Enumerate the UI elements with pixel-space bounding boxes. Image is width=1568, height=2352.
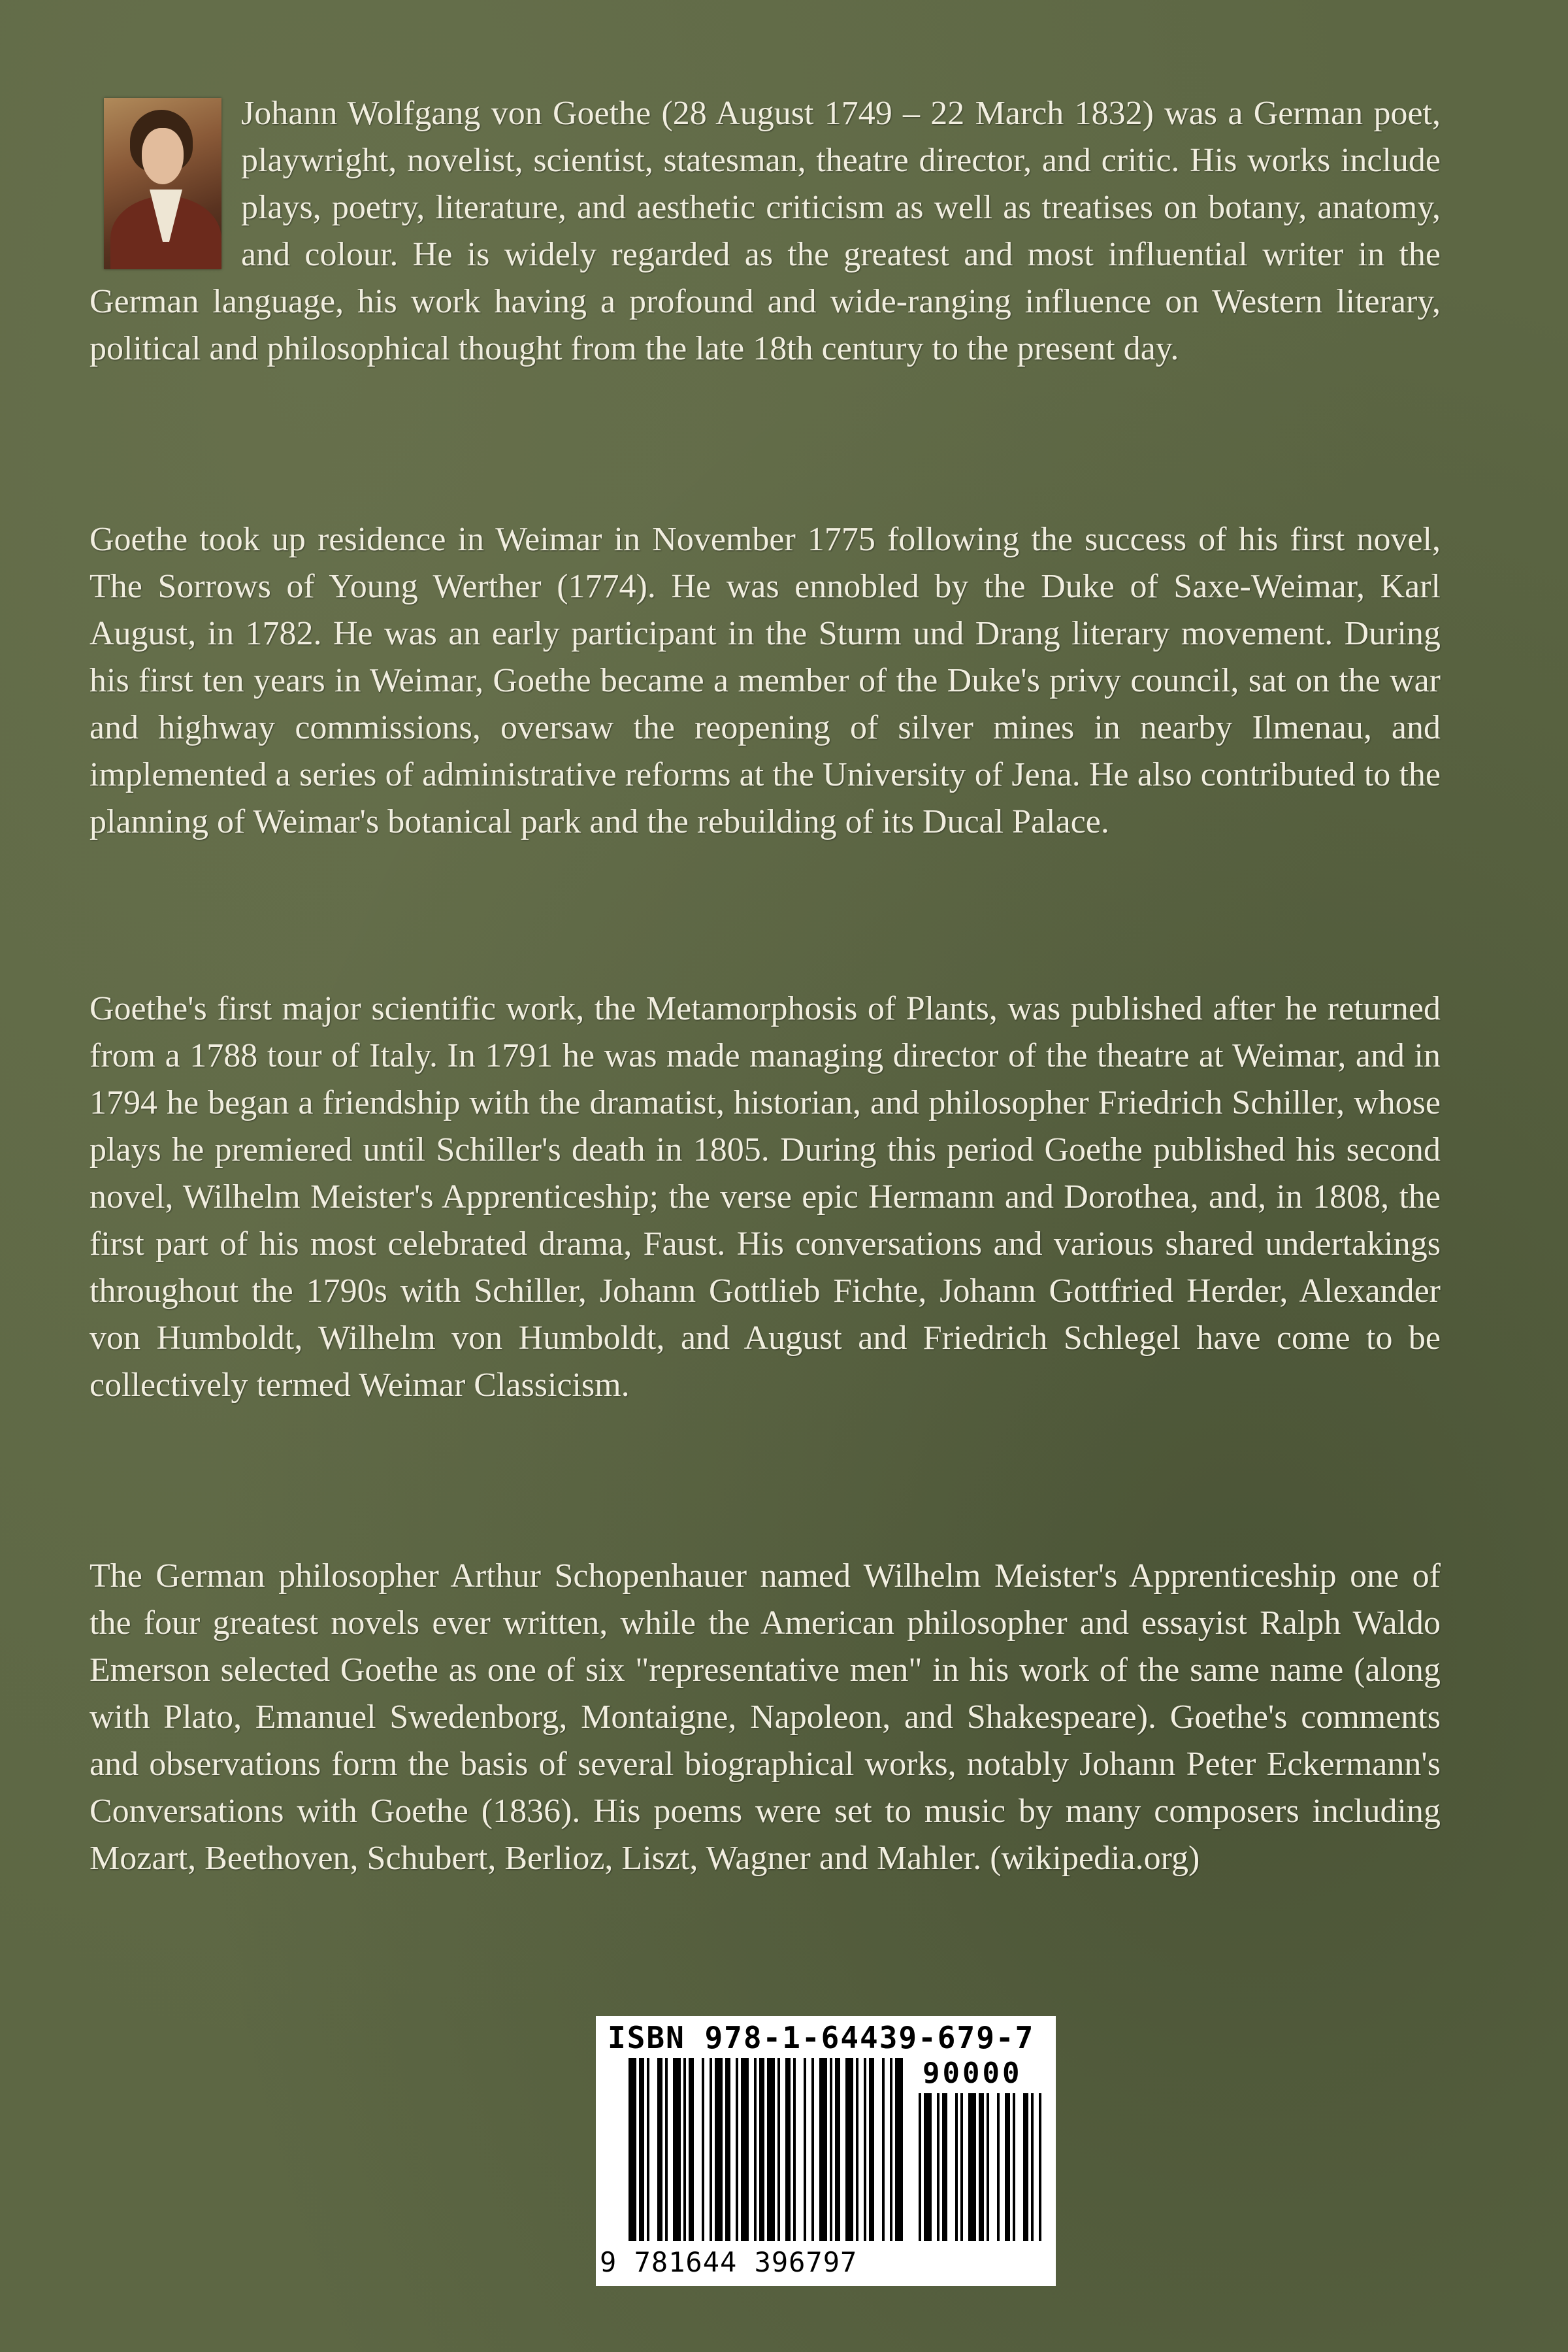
paragraph-2 [90, 516, 1441, 846]
barcode-bar [869, 2058, 874, 2241]
ean-digits: 9 781644 396797 [600, 2246, 858, 2278]
barcode-bar [811, 2058, 814, 2241]
price-code: 90000 [923, 2057, 1022, 2090]
barcode-bar [683, 2058, 686, 2241]
barcode-bar [1013, 2093, 1015, 2241]
barcode-bar [767, 2058, 775, 2241]
barcode-bar [777, 2058, 780, 2241]
barcode-bar [856, 2058, 858, 2241]
barcode-bar [890, 2058, 892, 2241]
barcode-bar [689, 2058, 694, 2241]
isbn-barcode [596, 2016, 1056, 2286]
paragraph-4 [90, 1553, 1441, 1882]
barcode-bar [710, 2058, 712, 2241]
barcode-bar [665, 2058, 668, 2241]
barcode-bar [882, 2058, 885, 2241]
barcode-bar [924, 2093, 932, 2241]
barcode-bar [673, 2058, 681, 2241]
paragraph-4-text: The German philosopher Arthur Schopenhauer named Wilhelm Meister's Apprenticeship one of the four greatest novels ever written, while the American philosopher and essayist Ralph Waldo Emerson selected Goethe as one of six "representative men" in his work of the same name (along with Plato, Emanuel Swedenborg, Montaigne, Napoleon, and Shakespeare). Goethe's comments and observations form the basis of several biographical works, notably Johann Peter Eckermann's Conversations with Goethe (1836). His poems were set to music by many composers including Mozart, Beethoven, Schubert, Berlioz, Liszt, Wagner and Mahler. (wikipedia.org) [90, 1557, 1441, 1877]
barcode-bar [997, 2093, 1000, 2241]
barcode-bar [1031, 2093, 1034, 2241]
barcode-bar [895, 2058, 903, 2241]
barcode-bar [819, 2058, 827, 2241]
barcode-bar [937, 2093, 939, 2241]
barcode-bar [960, 2093, 963, 2241]
goethe-portrait-icon [104, 98, 221, 269]
barcode-bar [942, 2093, 947, 2241]
barcode-bar [835, 2058, 840, 2241]
isbn-label: ISBN 978-1-64439-679-7 [608, 2020, 1035, 2055]
barcode-bar [830, 2058, 832, 2241]
barcode-bar [793, 2058, 796, 2241]
barcode-bar [968, 2093, 976, 2241]
barcode-bar [804, 2058, 806, 2241]
barcode-bar [736, 2058, 738, 2241]
barcode-bar [715, 2058, 723, 2241]
barcode-bar [647, 2058, 649, 2241]
barcode-bar [987, 2093, 989, 2241]
barcode-bar [955, 2093, 958, 2241]
paragraph-3 [90, 986, 1441, 1409]
barcode-bar [1039, 2093, 1041, 2241]
paragraph-3-text: Goethe's first major scientific work, the Metamorphosis of Plants, was published after he returned from a 1788 tour of Italy. In 1791 he was made managing director of the theatre at Weimar, and in 1794 he began a friendship with the dramatist, historian, and philosopher Friedrich Schiller, whose plays he premiered until Schiller's death in 1805. During this period Goethe published his second novel, Wilhelm Meister's Apprenticeship; the verse epic Hermann and Dorothea, and, in 1808, the first part of his most celebrated drama, Faust. His conversations and various shared undertakings throughout the 1790s with Schiller, Johann Gottlieb Fichte, Johann Gottfried Herder, Alexander von Humboldt, Wilhelm von Humboldt, and August and Friedrich Schlegel have come to be collectively termed Weimar Classicism. [90, 990, 1441, 1404]
paragraph-1 [90, 90, 1441, 373]
barcode-bar [702, 2058, 704, 2241]
paragraph-2-text: Goethe took up residence in Weimar in November 1775 following the success of his first novel, The Sorrows of Young Werther (1774). He was ennobled by the Duke of Saxe-Weimar, Karl August, in 1782. He was an early participant in the Sturm und Drang literary movement. During his first ten years in Weimar, Goethe became a member of the Duke's privy council, sat on the war and highway commissions, oversaw the reopening of silver mines in nearby Ilmenau, and implemented a series of administrative reforms at the University of Jena. He also contributed to the planning of Weimar's botanical park and the rebuilding of its Ducal Palace. [90, 521, 1441, 840]
barcode-bar [629, 2058, 636, 2241]
barcode-bar [725, 2058, 730, 2241]
barcode-bar [1023, 2093, 1028, 2241]
barcode-bar [1005, 2093, 1010, 2241]
barcode-bar [785, 2058, 791, 2241]
paragraph-1-text: Johann Wolfgang von Goethe (28 August 1749 – 22 March 1832) was a German poet, playwright, novelist, scientist, statesman, theatre director, and critic. His works include plays, poetry, literature, and aesthetic criticism as well as treatises on botany, anatomy, and colour. He is widely regarded as the greatest and most influential writer in the German language, his work having a profound and wide-ranging influence on Western literary, political and philosophical thought from the late 18th century to the present day. [90, 95, 1441, 367]
barcode-bar [864, 2058, 866, 2241]
barcode-bar [845, 2058, 853, 2241]
barcode-bar [919, 2093, 921, 2241]
barcode-bar [979, 2093, 984, 2241]
barcode-bar [741, 2058, 749, 2241]
barcode-bar [754, 2058, 757, 2241]
barcode-bar [759, 2058, 764, 2241]
barcode-bar [639, 2058, 644, 2241]
barcode-bar [657, 2058, 662, 2241]
